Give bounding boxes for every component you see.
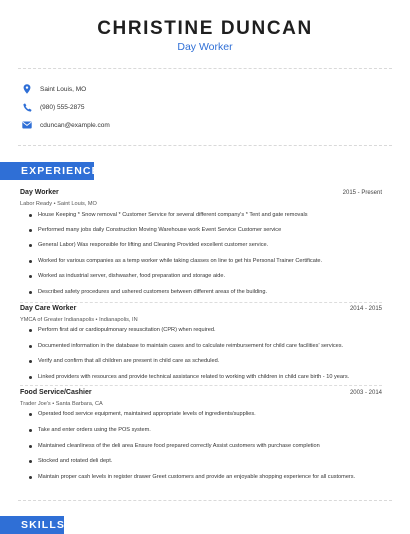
bullet-text: Stocked and rotated deli dept. — [38, 458, 113, 464]
bullet-text: House Keeping * Snow removal * Customer Service for several different company's * Tent and gate removals — [38, 212, 308, 218]
bullet-item — [20, 374, 382, 380]
bullet-item — [20, 242, 382, 248]
email-text[interactable]: cduncan@example.com — [40, 121, 110, 129]
org-location: Indianapolis, IN — [99, 317, 138, 323]
bullet-text: Maintained cleanliness of the deli area Ensure food prepared correctly Assist customers with purchase completion — [38, 443, 320, 449]
bullet-text: Linked providers with resources and provide technical assistance related to working with children in child care birth - 10 years. — [38, 374, 350, 380]
bullet-item — [20, 343, 382, 349]
bullet-item — [20, 289, 382, 295]
email-icon — [22, 120, 32, 130]
bullet-item — [20, 227, 382, 233]
job-entry-title: Day Care Worker — [20, 305, 77, 312]
job-entry — [20, 305, 382, 325]
job-entry-title: Food Service/Cashier — [20, 389, 92, 396]
contact-location — [22, 83, 86, 95]
bullet-text: Maintain proper cash levels in register drawer Greet customers and provide an enjoyable shopping experience for all customers. — [38, 474, 356, 480]
bullet-item — [20, 327, 382, 333]
job-entry-org: YMCA of Greater Indianapolis • Indianapolis, IN — [20, 317, 138, 323]
experience-divider — [18, 500, 392, 501]
org-name: Labor Ready — [20, 201, 53, 207]
phone-icon — [22, 102, 32, 112]
bullet-text: General Labor) Was responsible for lifting and Cleaning Provided excellent customer service. — [38, 242, 269, 248]
job-entry-dates: 2015 - Present — [342, 190, 382, 196]
bullet-text: Worked for various companies as a temp worker while taking classes on line to get his Personal Trainer Certificate. — [38, 258, 323, 264]
bullet-text: Described safety procedures and ushered customers between different areas of the building. — [38, 289, 268, 295]
candidate-name: CHRISTINE DUNCAN — [97, 18, 313, 39]
contact-divider — [18, 145, 392, 146]
skills-section-heading: SKILLS — [0, 516, 64, 534]
job-entry-org: Trader Joe's • Santa Barbara, CA — [20, 401, 103, 407]
bullet-item — [20, 358, 382, 364]
job-entry — [20, 389, 382, 409]
org-name: Trader Joe's — [20, 401, 51, 407]
bullet-text: Documented information in the database to maintain cases and to calculate reimbursement for child care facilities' services. — [38, 343, 344, 349]
contact-phone — [22, 101, 84, 113]
bullet-text: Worked as industrial server, dishwasher, food preparation and storage aide. — [38, 273, 226, 279]
bullet-item — [20, 212, 382, 218]
job-entry — [20, 189, 382, 209]
phone-text[interactable]: (980) 555-2875 — [40, 103, 85, 111]
contact-email — [22, 119, 110, 131]
bullet-item — [20, 443, 382, 449]
bullet-text: Perform first aid or cardiopulmonary resuscitation (CPR) when required. — [38, 327, 216, 333]
location-text: Saint Louis, MO — [40, 85, 87, 93]
bullet-item — [20, 427, 382, 433]
bullet-item — [20, 474, 382, 480]
org-name: YMCA of Greater Indianapolis — [20, 317, 94, 323]
bullet-item — [20, 258, 382, 264]
bullet-item — [20, 273, 382, 279]
bullet-text: Take and enter orders using the POS system. — [38, 427, 151, 433]
job-entry-org: Labor Ready • Saint Louis, MO — [20, 201, 97, 207]
bullet-text: Performed many jobs daily Construction Moving Warehouse work Event Service Customer service — [38, 227, 282, 233]
job-divider — [20, 385, 382, 386]
job-entry-dates: 2014 - 2015 — [349, 306, 382, 312]
job-entry-title: Day Worker — [20, 189, 59, 196]
bullet-text: Verify and confirm that all children are present in child care as scheduled. — [38, 358, 220, 364]
bullet-item — [20, 458, 382, 464]
org-location: Santa Barbara, CA — [55, 401, 103, 407]
bullet-item — [20, 411, 382, 417]
job-entry-dates: 2003 - 2014 — [349, 390, 382, 396]
org-location: Saint Louis, MO — [57, 201, 97, 207]
header-divider — [18, 68, 392, 69]
experience-section-heading: EXPERIENCE — [0, 162, 94, 180]
job-title: Day Worker — [177, 41, 233, 53]
job-divider — [20, 302, 382, 303]
map-pin-icon — [22, 84, 32, 94]
bullet-text: Operated food service equipment, maintained appropriate levels of ingredients/supplies. — [38, 411, 256, 417]
